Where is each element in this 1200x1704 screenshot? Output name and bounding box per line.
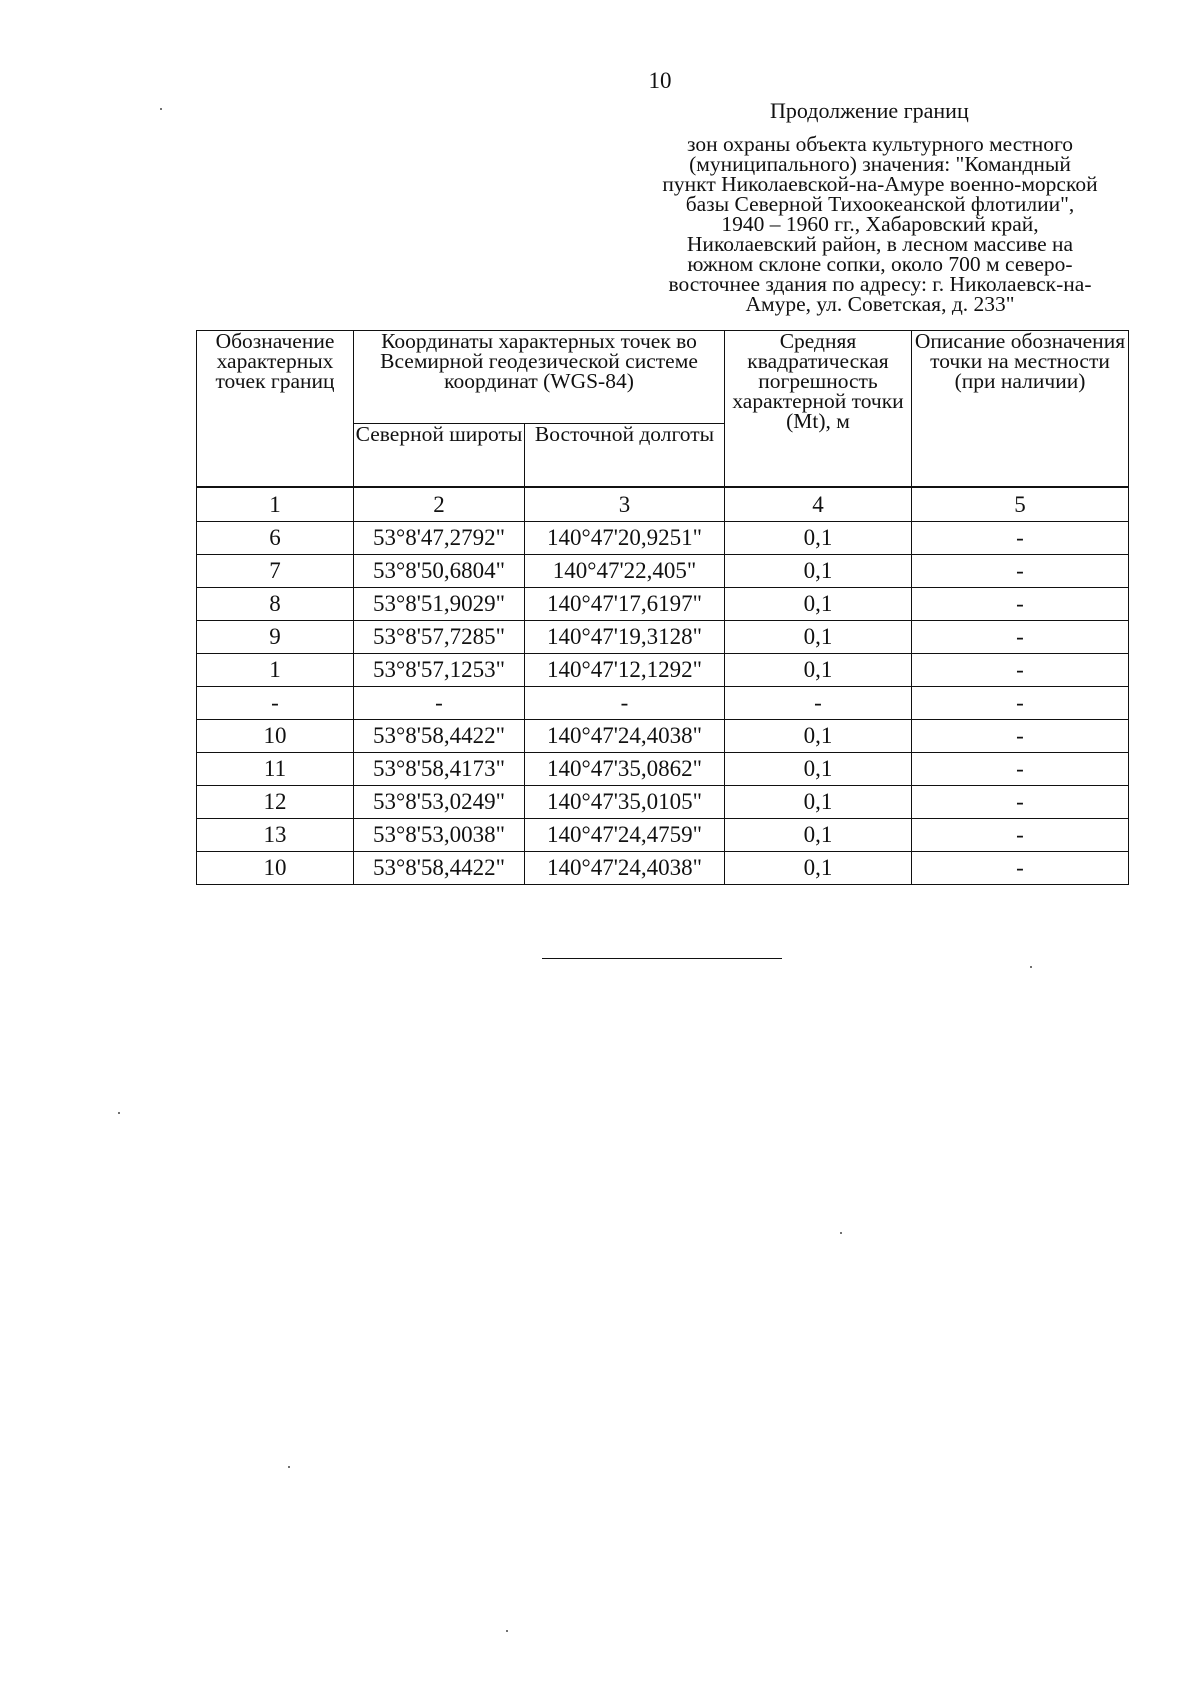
north-latitude: 53°8'58,4422" <box>354 720 525 753</box>
point-designation: 7 <box>197 555 354 588</box>
east-longitude: 140°47'19,3128" <box>525 621 725 654</box>
point-description: - <box>912 621 1129 654</box>
page-title: Продолжение границ <box>770 98 969 123</box>
east-longitude: 140°47'20,9251" <box>525 522 725 555</box>
north-latitude: 53°8'57,7285" <box>354 621 525 654</box>
point-designation: 9 <box>197 621 354 654</box>
mean-error: 0,1 <box>725 588 912 621</box>
boundary-points-table <box>196 330 1129 885</box>
point-description: - <box>912 819 1129 852</box>
column-number: 1 <box>197 487 354 522</box>
point-description: - <box>912 588 1129 621</box>
north-latitude: 53°8'58,4422" <box>354 852 525 885</box>
north-latitude: - <box>354 687 525 720</box>
mean-error: 0,1 <box>725 522 912 555</box>
mean-error: 0,1 <box>725 819 912 852</box>
east-longitude: 140°47'22,405" <box>525 555 725 588</box>
subtitle-line: 1940 – 1960 гг., Хабаровский край, <box>721 212 1039 236</box>
subtitle-line: (муниципального) значения: "Командный <box>689 152 1071 176</box>
point-designation: - <box>197 687 354 720</box>
scan-speck <box>118 1112 120 1114</box>
column-number: 3 <box>525 487 725 522</box>
page-subtitle <box>620 134 1140 314</box>
subtitle-line: пункт Николаевской-на-Амуре военно-морской <box>662 172 1098 196</box>
scan-speck <box>840 1232 842 1234</box>
closing-rule <box>542 958 782 959</box>
table-row <box>197 687 1129 720</box>
point-description: - <box>912 522 1129 555</box>
north-latitude: 53°8'47,2792" <box>354 522 525 555</box>
point-designation: 6 <box>197 522 354 555</box>
point-description: - <box>912 720 1129 753</box>
column-number-row <box>197 487 1129 522</box>
north-latitude: 53°8'53,0038" <box>354 819 525 852</box>
header-description: Описание обозначения точки на местности (при наличии) <box>912 331 1129 488</box>
table-row <box>197 852 1129 885</box>
north-latitude: 53°8'51,9029" <box>354 588 525 621</box>
table-row <box>197 819 1129 852</box>
header-designation: Обозначение характерных точек границ <box>197 331 354 488</box>
subtitle-line: Николаевский район, в лесном массиве на <box>686 232 1074 256</box>
table-row <box>197 588 1129 621</box>
mean-error: 0,1 <box>725 852 912 885</box>
mean-error: - <box>725 687 912 720</box>
subtitle-line: Амуре, ул. Советская, д. 233" <box>745 292 1015 316</box>
point-description: - <box>912 654 1129 687</box>
point-designation: 8 <box>197 588 354 621</box>
north-latitude: 53°8'53,0249" <box>354 786 525 819</box>
east-longitude: 140°47'12,1292" <box>525 654 725 687</box>
subtitle-line: базы Северной Тихоокеанской флотилии", <box>685 192 1075 216</box>
point-description: - <box>912 852 1129 885</box>
east-longitude: 140°47'24,4038" <box>525 852 725 885</box>
subtitle-line: южном склоне сопки, около 700 м северо- <box>687 252 1073 276</box>
scan-speck <box>160 108 162 110</box>
north-latitude: 53°8'58,4173" <box>354 753 525 786</box>
east-longitude: - <box>525 687 725 720</box>
point-designation: 10 <box>197 720 354 753</box>
table-row <box>197 654 1129 687</box>
scan-speck <box>288 1466 290 1468</box>
point-designation: 13 <box>197 819 354 852</box>
page-number: 10 <box>648 68 672 93</box>
point-designation: 1 <box>197 654 354 687</box>
point-description: - <box>912 555 1129 588</box>
mean-error: 0,1 <box>725 621 912 654</box>
point-designation: 12 <box>197 786 354 819</box>
header-error: Средняя квадратическая погрешность характерной точки (Mt), м <box>725 331 912 488</box>
header-east-longitude: Восточной долготы <box>525 424 725 488</box>
subtitle-line: восточнее здания по адресу: г. Николаевск-на- <box>668 272 1092 296</box>
north-latitude: 53°8'50,6804" <box>354 555 525 588</box>
point-description: - <box>912 753 1129 786</box>
east-longitude: 140°47'24,4759" <box>525 819 725 852</box>
point-designation: 11 <box>197 753 354 786</box>
east-longitude: 140°47'35,0862" <box>525 753 725 786</box>
subtitle-line: зон охраны объекта культурного местного <box>687 132 1073 156</box>
scan-speck <box>506 1630 508 1632</box>
mean-error: 0,1 <box>725 555 912 588</box>
mean-error: 0,1 <box>725 654 912 687</box>
mean-error: 0,1 <box>725 786 912 819</box>
header-north-latitude: Северной широты <box>354 424 525 488</box>
table-row <box>197 522 1129 555</box>
point-designation: 10 <box>197 852 354 885</box>
north-latitude: 53°8'57,1253" <box>354 654 525 687</box>
table-row <box>197 555 1129 588</box>
column-number: 4 <box>725 487 912 522</box>
east-longitude: 140°47'24,4038" <box>525 720 725 753</box>
mean-error: 0,1 <box>725 753 912 786</box>
scan-speck <box>1030 966 1032 968</box>
column-number: 5 <box>912 487 1129 522</box>
table-row <box>197 753 1129 786</box>
table-row <box>197 621 1129 654</box>
east-longitude: 140°47'17,6197" <box>525 588 725 621</box>
column-number: 2 <box>354 487 525 522</box>
table-row <box>197 720 1129 753</box>
table-row <box>197 786 1129 819</box>
mean-error: 0,1 <box>725 720 912 753</box>
point-description: - <box>912 687 1129 720</box>
east-longitude: 140°47'35,0105" <box>525 786 725 819</box>
point-description: - <box>912 786 1129 819</box>
header-coordinates: Координаты характерных точек во Всемирной геодезической системе координат (WGS-84) <box>354 331 725 424</box>
